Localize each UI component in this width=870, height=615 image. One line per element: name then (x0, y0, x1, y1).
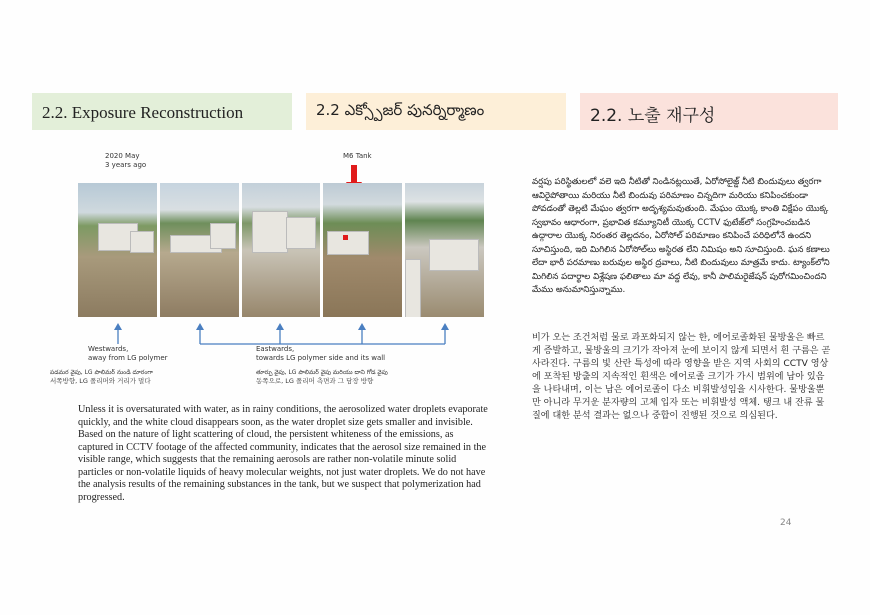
header-telugu-text: 2.2 ఎక్స్పోజర్ పునర్నిర్మాణం (316, 101, 485, 119)
body-english: Unless it is oversaturated with water, as in rainy conditions, the aerosolized water droplets evaporate quickly, and the white cloud disappears soon, as the water droplet size gets smaller and invisible. Based on the nature of light scattering of cloud, the persistent whiteness of the emissions, as captured in CCTV footage of the affected community, indicates that the aerosol size remained in the visible range, which suggests that the remaining aerosols are rather non-volatile minute solid particles or non-volatile liquids of heavy molecular weights, not just water droplets. We do not have the analysis results of the remaining substances in the tank, but we suspect that polymerization had progressed. (78, 404, 488, 503)
photo-east-3 (323, 183, 402, 317)
direction-brace (78, 322, 488, 346)
eastwards-telugu: తూర్పు వైపు, LG పాలిమర్ వైపు మరియు దాని గోడ వైపు (256, 369, 388, 376)
westwards-telugu: పడమర వైపు, LG పాలిమర్ నుండి దూరంగా (50, 369, 153, 376)
header-english (32, 93, 292, 130)
photo-west (78, 183, 157, 317)
photo-east-2 (242, 183, 321, 317)
photo-east-4 (405, 183, 484, 317)
photo-east-1 (160, 183, 239, 317)
header-korean-text: 2.2. 노출 재구성 (590, 106, 716, 126)
body-telugu: వర్షపు పరిస్థితులలో వలె ఇది నీటితో నిండినట్లయితే, ఏరోసోలైజ్డ్ నీటి బిందువులు త్వరగా ఆవిరైపోతాయి మరియు నీటి బిందువు పరిమాణం చిన్నదిగా మరియు కనిపించకుండా పోవడంతో తెల్లటి మేఘం త్వరగా అదృశ్యమవుతుంది. మేఘం యొక్క కాంతి విక్షేపం యొక్క స్వభావం ఆధారంగా, ప్రభావిత కమ్యూనిటీ యొక్క CCTV ఫుటేజ్‌లో సంగ్రహించబడిన ఉద్గారాల యొక్క నిరంతర తెల్లదనం, ఏరోసోల్ పరిమాణం కనిపించే పరిధిలోనే ఉందని సూచిస్తుంది, ఇది మిగిలిన ఏరోసోల్‌లు అస్థిరత లేని నిమిషం అని సూచిస్తుంది. ఘన కణాలు లేదా భారీ పరమాణు బరువుల అస్థిర ద్రవాలు, నీటి బిందువులు మాత్రమే కాదు. ట్యాంక్‌లోని మిగిలిన పదార్థాల విశ్లేషణ ఫలితాలు మా వద్ద లేవు, కానీ పాలిమరైజేషన్ పురోగమించిందని మేము అనుమానిస్తున్నాము. (532, 177, 830, 295)
page-number: 24 (780, 518, 792, 528)
tank-label: M6 Tank (343, 152, 372, 160)
eastwards-label: Eastwards, towards LG polymer side and its wall (256, 345, 386, 362)
westwards-label: Westwards, away from LG polymer (88, 345, 168, 362)
header-korean (580, 93, 838, 130)
photo-strip (78, 183, 484, 317)
westwards-korean: 서쪽방향, LG 폴리머와 거리가 멀다 (50, 377, 151, 385)
eastwards-korean: 동쪽으로, LG 폴리머 측면과 그 담장 방향 (256, 377, 374, 385)
date-label: 2020 May 3 years ago (105, 152, 147, 169)
body-korean: 비가 오는 조건처럼 물로 과포화되지 않는 한, 에어로졸화된 물방울은 빠르게 증발하고, 물방울의 크기가 작아져 눈에 보이지 않게 되면서 흰 구름은 곧 사라진다. 구름의 빛 산란 특성에 따라 영향을 받은 지역 사회의 CCTV 영상에 포착된 방출의 지속적인 흰색은 에어로졸 크기가 가시 범위에 남아 있음을 나타내며, 이는 남은 에어로졸이 다소 비휘발성임을 시사한다. 물방울뿐만 아니라 무거운 분자량의 고체 입자 또는 비휘발성 액체. 탱크 내 잔류 물질에 대한 분석 결과는 없으나 중합이 진행된 것으로 의심된다. (532, 333, 831, 421)
header-english-text: 2.2. Exposure Reconstruction (42, 103, 244, 122)
header-telugu (306, 93, 566, 130)
